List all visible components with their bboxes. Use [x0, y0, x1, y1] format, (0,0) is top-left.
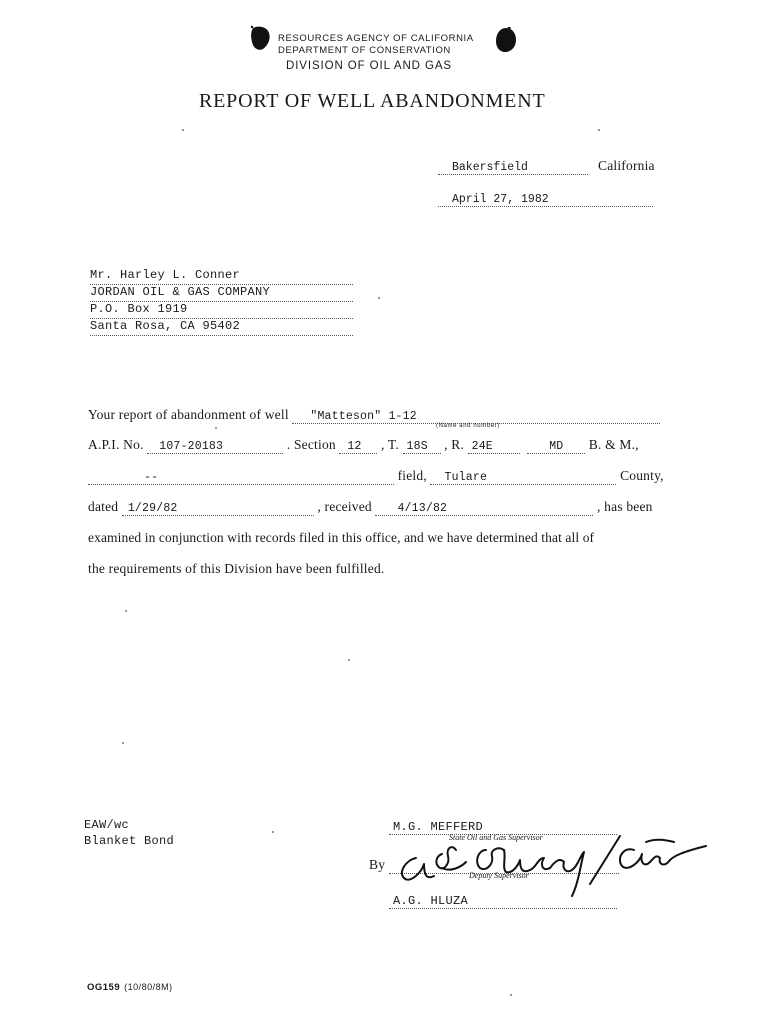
scan-speck — [348, 659, 350, 661]
county-field: Tulare — [430, 471, 616, 485]
has-been-label: , has been — [597, 499, 653, 514]
deputy-name: A.G. HLUZA — [389, 894, 617, 909]
api-number-field: 107-20183 — [147, 440, 283, 454]
scan-speck — [215, 427, 217, 429]
addressee-line-4: Santa Rosa, CA 95402 — [90, 319, 353, 336]
township-label: , T. — [381, 437, 399, 452]
date-field: April 27, 1982 — [438, 193, 653, 207]
scan-speck — [125, 610, 127, 612]
api-label: A.P.I. No. — [88, 437, 144, 452]
deputy-name-line — [389, 891, 617, 909]
field-label: field, — [397, 468, 427, 483]
scan-speck — [272, 831, 274, 833]
well-name-field: "Matteson" 1-12 — [292, 410, 660, 424]
range-label: , R. — [444, 437, 465, 452]
scan-speck — [122, 742, 124, 744]
report-prefix: Your report of abandonment of well — [88, 407, 289, 422]
received-label: , received — [317, 499, 372, 514]
scan-speck — [378, 297, 380, 299]
body-line-2 — [88, 437, 639, 454]
addressee-line-3: P.O. Box 1919 — [90, 302, 353, 319]
body-line-6: the requirements of this Division have been fulfilled. — [88, 561, 385, 576]
field-name-field: -- — [88, 471, 394, 485]
city-field: Bakersfield — [438, 161, 588, 175]
base-meridian-field: MD — [527, 440, 585, 454]
county-label: County, — [620, 468, 664, 483]
body-line-5: examined in conjunction with records filed in this office, and we have determined that all of — [88, 530, 595, 545]
township-field: 18S — [403, 440, 441, 454]
section-label: . Section — [286, 437, 336, 452]
division-name: DIVISION OF OIL AND GAS — [286, 60, 452, 72]
place-line — [438, 157, 655, 175]
section-field: 12 — [339, 440, 377, 454]
agency-line-1: RESOURCES AGENCY OF CALIFORNIA — [278, 33, 474, 44]
received-field: 4/13/82 — [375, 502, 593, 516]
name-and-number-caption: (Name and number) — [436, 423, 500, 429]
dated-label: dated — [88, 499, 119, 514]
form-number-revision: (10/80/8M) — [124, 982, 173, 992]
scan-speck — [182, 129, 184, 131]
bm-label: B. & M., — [588, 437, 639, 452]
scan-speck — [510, 994, 512, 996]
state-seal-left-icon — [249, 25, 271, 56]
date-line — [438, 189, 653, 207]
state-label: California — [598, 158, 655, 173]
supervisor-title: State Oil and Gas Supervisor — [449, 833, 543, 842]
initials: EAW/wc — [84, 818, 130, 832]
document-title: REPORT OF WELL ABANDONMENT — [199, 90, 546, 112]
body-line-3 — [88, 468, 664, 485]
addressee-line-1: Mr. Harley L. Conner — [90, 268, 353, 285]
by-label: By — [369, 857, 386, 872]
dated-field: 1/29/82 — [122, 502, 314, 516]
supervisor-name: M.G. MEFFERD — [389, 820, 617, 835]
body-line-4 — [88, 499, 653, 516]
bond-type: Blanket Bond — [84, 834, 175, 848]
scan-speck — [598, 129, 600, 131]
form-number-code: OG159 — [87, 982, 121, 993]
body-line-1 — [88, 407, 660, 424]
deputy-title: Deputy Supervisor — [469, 871, 529, 880]
agency-line-2: DEPARTMENT OF CONSERVATION — [278, 45, 451, 56]
addressee-line-2: JORDAN OIL & GAS COMPANY — [90, 285, 353, 302]
addressee-block — [90, 268, 353, 336]
state-seal-right-icon — [494, 27, 518, 58]
form-number — [87, 977, 173, 995]
range-field: 24E — [468, 440, 520, 454]
